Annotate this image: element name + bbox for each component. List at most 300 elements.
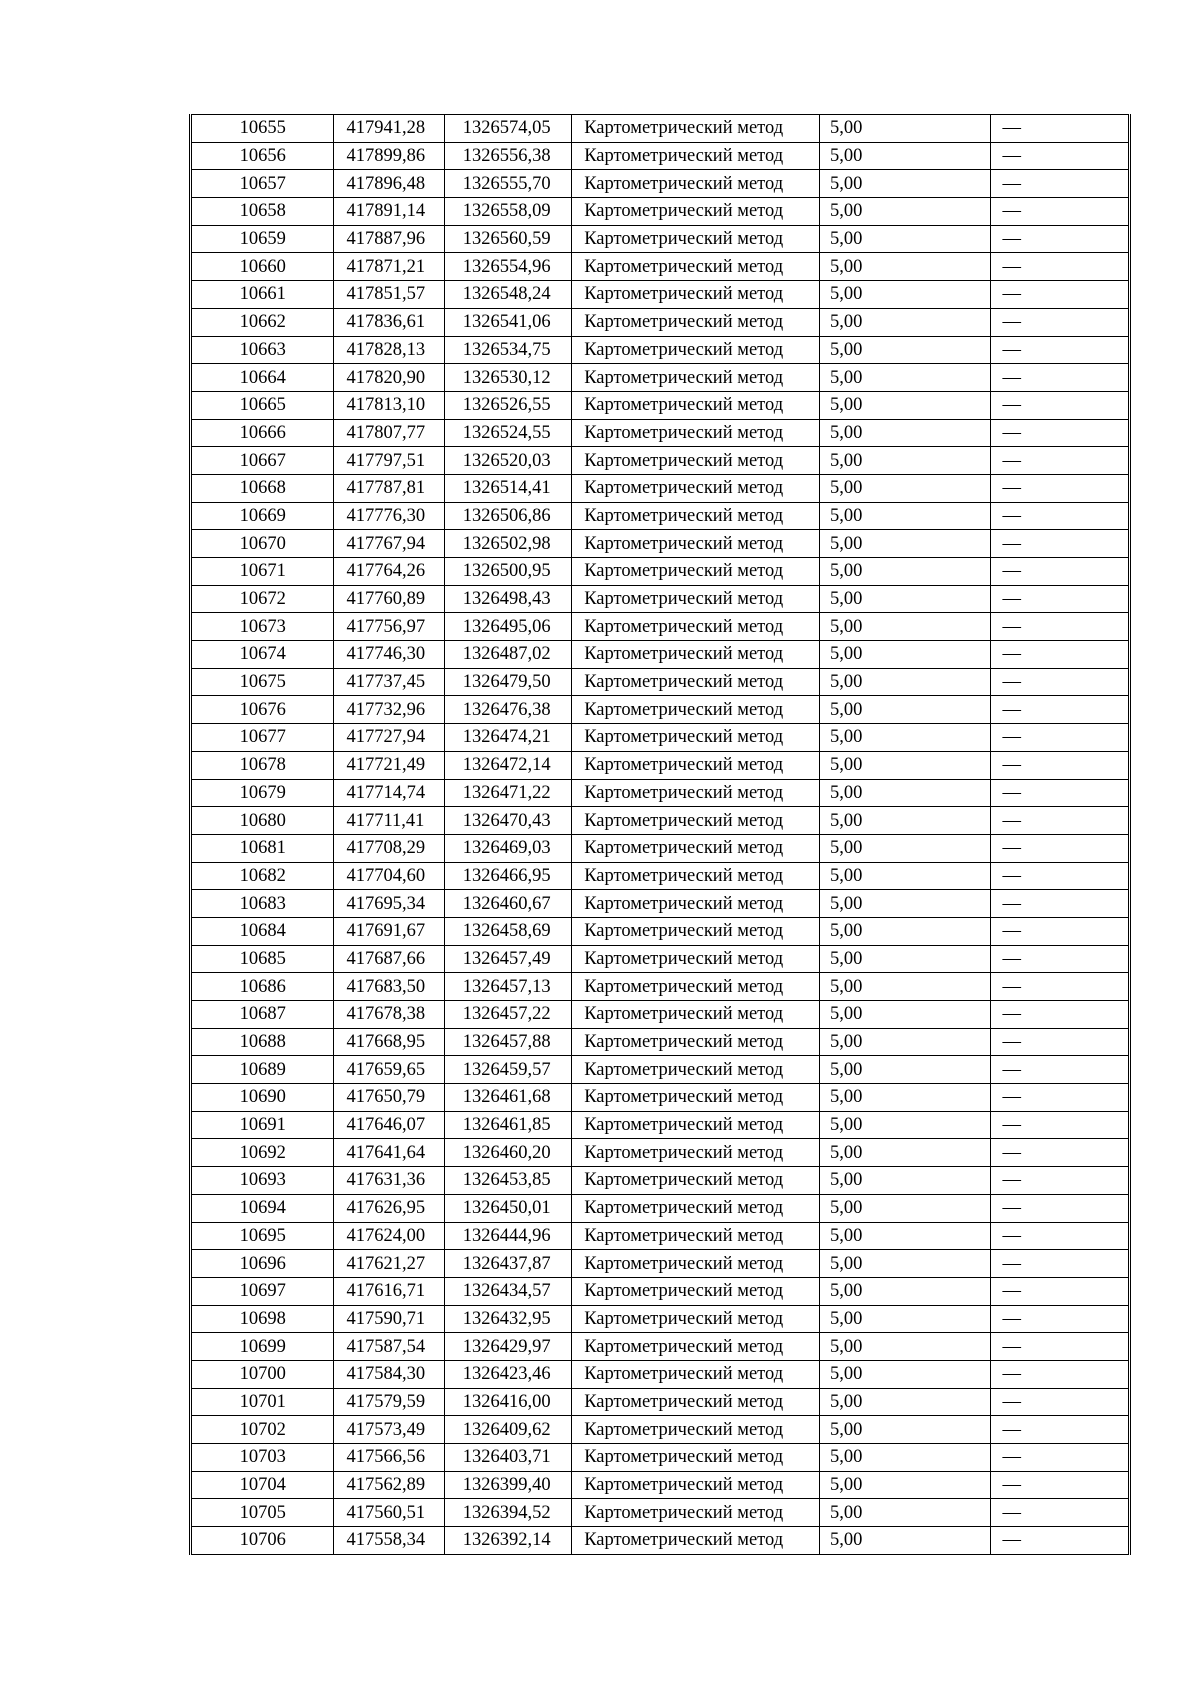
coordinate-x: 417820,90 xyxy=(334,364,444,392)
note-cell: — xyxy=(990,696,1129,724)
table-row xyxy=(191,253,1130,281)
coordinate-x: 417624,00 xyxy=(334,1222,444,1250)
coordinate-y: 1326466,95 xyxy=(444,862,571,890)
point-number: 10680 xyxy=(191,807,334,835)
point-number: 10669 xyxy=(191,502,334,530)
table-row xyxy=(191,115,1130,143)
determination-method: Картометрический метод xyxy=(572,142,820,170)
coordinate-y: 1326548,24 xyxy=(444,281,571,309)
note-cell: — xyxy=(990,1084,1129,1112)
coordinate-x: 417896,48 xyxy=(334,170,444,198)
coordinate-y: 1326534,75 xyxy=(444,336,571,364)
table-row xyxy=(191,945,1130,973)
table-row xyxy=(191,1250,1130,1278)
point-number: 10702 xyxy=(191,1416,334,1444)
accuracy-value: 5,00 xyxy=(819,1250,990,1278)
note-cell: — xyxy=(990,585,1129,613)
coordinate-y: 1326472,14 xyxy=(444,751,571,779)
coordinate-y: 1326514,41 xyxy=(444,474,571,502)
accuracy-value: 5,00 xyxy=(819,1056,990,1084)
determination-method: Картометрический метод xyxy=(572,1444,820,1472)
accuracy-value: 5,00 xyxy=(819,1001,990,1029)
table-row xyxy=(191,641,1130,669)
point-number: 10668 xyxy=(191,474,334,502)
table-row xyxy=(191,1028,1130,1056)
note-cell: — xyxy=(990,1444,1129,1472)
note-cell: — xyxy=(990,1333,1129,1361)
point-number: 10677 xyxy=(191,724,334,752)
note-cell: — xyxy=(990,419,1129,447)
coordinate-y: 1326495,06 xyxy=(444,613,571,641)
point-number: 10686 xyxy=(191,973,334,1001)
coordinate-y: 1326423,46 xyxy=(444,1360,571,1388)
determination-method: Картометрический метод xyxy=(572,1416,820,1444)
coordinate-x: 417891,14 xyxy=(334,198,444,226)
table-row xyxy=(191,696,1130,724)
coordinate-y: 1326471,22 xyxy=(444,779,571,807)
accuracy-value: 5,00 xyxy=(819,1360,990,1388)
determination-method: Картометрический метод xyxy=(572,973,820,1001)
table-row xyxy=(191,1139,1130,1167)
note-cell: — xyxy=(990,530,1129,558)
table-row xyxy=(191,474,1130,502)
accuracy-value: 5,00 xyxy=(819,945,990,973)
note-cell: — xyxy=(990,668,1129,696)
accuracy-value: 5,00 xyxy=(819,170,990,198)
note-cell: — xyxy=(990,1388,1129,1416)
coordinate-y: 1326530,12 xyxy=(444,364,571,392)
determination-method: Картометрический метод xyxy=(572,225,820,253)
coordinate-x: 417659,65 xyxy=(334,1056,444,1084)
coordinate-x: 417704,60 xyxy=(334,862,444,890)
determination-method: Картометрический метод xyxy=(572,1194,820,1222)
point-number: 10700 xyxy=(191,1360,334,1388)
coordinate-y: 1326470,43 xyxy=(444,807,571,835)
table-row xyxy=(191,1056,1130,1084)
table-row xyxy=(191,281,1130,309)
accuracy-value: 5,00 xyxy=(819,1277,990,1305)
table-row xyxy=(191,585,1130,613)
coordinate-y: 1326498,43 xyxy=(444,585,571,613)
table-row xyxy=(191,364,1130,392)
table-row xyxy=(191,225,1130,253)
table-row xyxy=(191,1194,1130,1222)
determination-method: Картометрический метод xyxy=(572,281,820,309)
point-number: 10670 xyxy=(191,530,334,558)
coordinate-y: 1326459,57 xyxy=(444,1056,571,1084)
determination-method: Картометрический метод xyxy=(572,1056,820,1084)
coordinate-x: 417590,71 xyxy=(334,1305,444,1333)
determination-method: Картометрический метод xyxy=(572,530,820,558)
point-number: 10676 xyxy=(191,696,334,724)
determination-method: Картометрический метод xyxy=(572,1222,820,1250)
table-row xyxy=(191,1111,1130,1139)
point-number: 10705 xyxy=(191,1499,334,1527)
point-number: 10672 xyxy=(191,585,334,613)
accuracy-value: 5,00 xyxy=(819,142,990,170)
determination-method: Картометрический метод xyxy=(572,751,820,779)
accuracy-value: 5,00 xyxy=(819,253,990,281)
note-cell: — xyxy=(990,807,1129,835)
coordinate-y: 1326444,96 xyxy=(444,1222,571,1250)
coordinate-x: 417668,95 xyxy=(334,1028,444,1056)
point-number: 10661 xyxy=(191,281,334,309)
accuracy-value: 5,00 xyxy=(819,530,990,558)
note-cell: — xyxy=(990,1139,1129,1167)
determination-method: Картометрический метод xyxy=(572,890,820,918)
coordinate-x: 417584,30 xyxy=(334,1360,444,1388)
accuracy-value: 5,00 xyxy=(819,724,990,752)
accuracy-value: 5,00 xyxy=(819,502,990,530)
accuracy-value: 5,00 xyxy=(819,973,990,1001)
table-row xyxy=(191,558,1130,586)
coordinate-x: 417587,54 xyxy=(334,1333,444,1361)
table-row xyxy=(191,1167,1130,1195)
coordinate-y: 1326399,40 xyxy=(444,1471,571,1499)
determination-method: Картометрический метод xyxy=(572,1028,820,1056)
note-cell: — xyxy=(990,198,1129,226)
coordinate-y: 1326526,55 xyxy=(444,391,571,419)
table-row xyxy=(191,890,1130,918)
note-cell: — xyxy=(990,641,1129,669)
table-row xyxy=(191,1444,1130,1472)
table-row xyxy=(191,973,1130,1001)
coordinate-y: 1326460,67 xyxy=(444,890,571,918)
coordinate-x: 417678,38 xyxy=(334,1001,444,1029)
coordinate-x: 417691,67 xyxy=(334,917,444,945)
coordinate-y: 1326458,69 xyxy=(444,917,571,945)
point-number: 10675 xyxy=(191,668,334,696)
accuracy-value: 5,00 xyxy=(819,862,990,890)
determination-method: Картометрический метод xyxy=(572,945,820,973)
coordinate-x: 417787,81 xyxy=(334,474,444,502)
table-row xyxy=(191,779,1130,807)
determination-method: Картометрический метод xyxy=(572,779,820,807)
point-number: 10655 xyxy=(191,115,334,143)
coordinate-y: 1326574,05 xyxy=(444,115,571,143)
note-cell: — xyxy=(990,474,1129,502)
accuracy-value: 5,00 xyxy=(819,1139,990,1167)
coordinate-x: 417573,49 xyxy=(334,1416,444,1444)
note-cell: — xyxy=(990,973,1129,1001)
point-number: 10695 xyxy=(191,1222,334,1250)
table-row xyxy=(191,1388,1130,1416)
coordinate-y: 1326502,98 xyxy=(444,530,571,558)
coordinate-x: 417708,29 xyxy=(334,834,444,862)
determination-method: Картометрический метод xyxy=(572,1527,820,1555)
note-cell: — xyxy=(990,170,1129,198)
coordinate-y: 1326457,88 xyxy=(444,1028,571,1056)
note-cell: — xyxy=(990,391,1129,419)
coordinate-x: 417899,86 xyxy=(334,142,444,170)
accuracy-value: 5,00 xyxy=(819,1471,990,1499)
point-number: 10685 xyxy=(191,945,334,973)
accuracy-value: 5,00 xyxy=(819,1527,990,1555)
note-cell: — xyxy=(990,751,1129,779)
coordinate-y: 1326429,97 xyxy=(444,1333,571,1361)
accuracy-value: 5,00 xyxy=(819,668,990,696)
accuracy-value: 5,00 xyxy=(819,1333,990,1361)
coordinate-x: 417562,89 xyxy=(334,1471,444,1499)
note-cell: — xyxy=(990,724,1129,752)
table-row xyxy=(191,391,1130,419)
coordinate-x: 417626,95 xyxy=(334,1194,444,1222)
table-row xyxy=(191,170,1130,198)
determination-method: Картометрический метод xyxy=(572,641,820,669)
coordinate-x: 417732,96 xyxy=(334,696,444,724)
table-row xyxy=(191,613,1130,641)
note-cell: — xyxy=(990,917,1129,945)
coordinate-y: 1326450,01 xyxy=(444,1194,571,1222)
coordinate-x: 417756,97 xyxy=(334,613,444,641)
note-cell: — xyxy=(990,1277,1129,1305)
note-cell: — xyxy=(990,834,1129,862)
coordinate-x: 417560,51 xyxy=(334,1499,444,1527)
point-number: 10682 xyxy=(191,862,334,890)
coordinate-y: 1326461,85 xyxy=(444,1111,571,1139)
accuracy-value: 5,00 xyxy=(819,474,990,502)
point-number: 10671 xyxy=(191,558,334,586)
accuracy-value: 5,00 xyxy=(819,807,990,835)
note-cell: — xyxy=(990,502,1129,530)
table-row xyxy=(191,917,1130,945)
determination-method: Картометрический метод xyxy=(572,336,820,364)
coordinate-y: 1326476,38 xyxy=(444,696,571,724)
determination-method: Картометрический метод xyxy=(572,558,820,586)
coordinate-y: 1326520,03 xyxy=(444,447,571,475)
coordinate-y: 1326432,95 xyxy=(444,1305,571,1333)
coordinate-x: 417558,34 xyxy=(334,1527,444,1555)
determination-method: Картометрический метод xyxy=(572,474,820,502)
accuracy-value: 5,00 xyxy=(819,1305,990,1333)
point-number: 10678 xyxy=(191,751,334,779)
note-cell: — xyxy=(990,1222,1129,1250)
coordinate-x: 417711,41 xyxy=(334,807,444,835)
accuracy-value: 5,00 xyxy=(819,1444,990,1472)
coordinate-x: 417746,30 xyxy=(334,641,444,669)
accuracy-value: 5,00 xyxy=(819,281,990,309)
determination-method: Картометрический метод xyxy=(572,862,820,890)
accuracy-value: 5,00 xyxy=(819,1194,990,1222)
accuracy-value: 5,00 xyxy=(819,1388,990,1416)
table-row xyxy=(191,419,1130,447)
point-number: 10690 xyxy=(191,1084,334,1112)
note-cell: — xyxy=(990,558,1129,586)
note-cell: — xyxy=(990,1167,1129,1195)
table-row xyxy=(191,1471,1130,1499)
table-row xyxy=(191,142,1130,170)
note-cell: — xyxy=(990,890,1129,918)
point-number: 10656 xyxy=(191,142,334,170)
coordinate-y: 1326453,85 xyxy=(444,1167,571,1195)
table-row xyxy=(191,1222,1130,1250)
determination-method: Картометрический метод xyxy=(572,668,820,696)
coordinate-x: 417813,10 xyxy=(334,391,444,419)
coordinate-x: 417621,27 xyxy=(334,1250,444,1278)
point-number: 10687 xyxy=(191,1001,334,1029)
coordinate-x: 417646,07 xyxy=(334,1111,444,1139)
coordinate-x: 417631,36 xyxy=(334,1167,444,1195)
determination-method: Картометрический метод xyxy=(572,724,820,752)
coordinate-y: 1326437,87 xyxy=(444,1250,571,1278)
coordinate-y: 1326457,13 xyxy=(444,973,571,1001)
note-cell: — xyxy=(990,1111,1129,1139)
determination-method: Картометрический метод xyxy=(572,447,820,475)
table-row xyxy=(191,807,1130,835)
point-number: 10683 xyxy=(191,890,334,918)
determination-method: Картометрический метод xyxy=(572,115,820,143)
note-cell: — xyxy=(990,862,1129,890)
coordinate-x: 417807,77 xyxy=(334,419,444,447)
note-cell: — xyxy=(990,1056,1129,1084)
determination-method: Картометрический метод xyxy=(572,1471,820,1499)
accuracy-value: 5,00 xyxy=(819,890,990,918)
coordinate-y: 1326409,62 xyxy=(444,1416,571,1444)
note-cell: — xyxy=(990,945,1129,973)
accuracy-value: 5,00 xyxy=(819,834,990,862)
coordinate-x: 417695,34 xyxy=(334,890,444,918)
accuracy-value: 5,00 xyxy=(819,1222,990,1250)
coordinate-y: 1326524,55 xyxy=(444,419,571,447)
coordinate-x: 417687,66 xyxy=(334,945,444,973)
coordinate-x: 417721,49 xyxy=(334,751,444,779)
accuracy-value: 5,00 xyxy=(819,558,990,586)
note-cell: — xyxy=(990,613,1129,641)
accuracy-value: 5,00 xyxy=(819,641,990,669)
coordinate-x: 417683,50 xyxy=(334,973,444,1001)
note-cell: — xyxy=(990,281,1129,309)
coordinate-y: 1326469,03 xyxy=(444,834,571,862)
note-cell: — xyxy=(990,1001,1129,1029)
table-row xyxy=(191,724,1130,752)
determination-method: Картометрический метод xyxy=(572,834,820,862)
point-number: 10704 xyxy=(191,1471,334,1499)
coordinate-x: 417836,61 xyxy=(334,308,444,336)
point-number: 10658 xyxy=(191,198,334,226)
coordinate-x: 417887,96 xyxy=(334,225,444,253)
note-cell: — xyxy=(990,364,1129,392)
coordinate-x: 417579,59 xyxy=(334,1388,444,1416)
accuracy-value: 5,00 xyxy=(819,308,990,336)
table-row xyxy=(191,668,1130,696)
point-number: 10663 xyxy=(191,336,334,364)
coordinate-y: 1326558,09 xyxy=(444,198,571,226)
point-number: 10673 xyxy=(191,613,334,641)
coordinates-table xyxy=(189,114,1131,1555)
note-cell: — xyxy=(990,225,1129,253)
table-row xyxy=(191,198,1130,226)
point-number: 10696 xyxy=(191,1250,334,1278)
table-row xyxy=(191,1527,1130,1555)
determination-method: Картометрический метод xyxy=(572,917,820,945)
point-number: 10691 xyxy=(191,1111,334,1139)
coordinate-x: 417616,71 xyxy=(334,1277,444,1305)
accuracy-value: 5,00 xyxy=(819,1028,990,1056)
coordinate-y: 1326560,59 xyxy=(444,225,571,253)
coordinate-y: 1326403,71 xyxy=(444,1444,571,1472)
point-number: 10659 xyxy=(191,225,334,253)
coordinate-y: 1326394,52 xyxy=(444,1499,571,1527)
determination-method: Картометрический метод xyxy=(572,1084,820,1112)
point-number: 10697 xyxy=(191,1277,334,1305)
table-row xyxy=(191,862,1130,890)
accuracy-value: 5,00 xyxy=(819,1111,990,1139)
note-cell: — xyxy=(990,1360,1129,1388)
accuracy-value: 5,00 xyxy=(819,1499,990,1527)
accuracy-value: 5,00 xyxy=(819,1416,990,1444)
point-number: 10699 xyxy=(191,1333,334,1361)
accuracy-value: 5,00 xyxy=(819,613,990,641)
coordinate-x: 417776,30 xyxy=(334,502,444,530)
coordinate-x: 417714,74 xyxy=(334,779,444,807)
determination-method: Картометрический метод xyxy=(572,364,820,392)
point-number: 10693 xyxy=(191,1167,334,1195)
table-body xyxy=(191,115,1130,1555)
determination-method: Картометрический метод xyxy=(572,419,820,447)
note-cell: — xyxy=(990,142,1129,170)
determination-method: Картометрический метод xyxy=(572,502,820,530)
point-number: 10703 xyxy=(191,1444,334,1472)
determination-method: Картометрический метод xyxy=(572,1139,820,1167)
note-cell: — xyxy=(990,1471,1129,1499)
determination-method: Картометрический метод xyxy=(572,1001,820,1029)
table-row xyxy=(191,308,1130,336)
table-row xyxy=(191,751,1130,779)
table-row xyxy=(191,336,1130,364)
coordinate-y: 1326556,38 xyxy=(444,142,571,170)
table-row xyxy=(191,447,1130,475)
determination-method: Картометрический метод xyxy=(572,308,820,336)
point-number: 10660 xyxy=(191,253,334,281)
table-row xyxy=(191,1277,1130,1305)
table-row xyxy=(191,1084,1130,1112)
point-number: 10679 xyxy=(191,779,334,807)
table-row xyxy=(191,1416,1130,1444)
coordinate-y: 1326457,22 xyxy=(444,1001,571,1029)
determination-method: Картометрический метод xyxy=(572,1499,820,1527)
table-row xyxy=(191,530,1130,558)
note-cell: — xyxy=(990,253,1129,281)
point-number: 10706 xyxy=(191,1527,334,1555)
coordinate-x: 417797,51 xyxy=(334,447,444,475)
coordinate-y: 1326434,57 xyxy=(444,1277,571,1305)
accuracy-value: 5,00 xyxy=(819,779,990,807)
point-number: 10698 xyxy=(191,1305,334,1333)
determination-method: Картометрический метод xyxy=(572,1388,820,1416)
accuracy-value: 5,00 xyxy=(819,336,990,364)
note-cell: — xyxy=(990,1499,1129,1527)
coordinate-x: 417828,13 xyxy=(334,336,444,364)
note-cell: — xyxy=(990,447,1129,475)
coordinate-x: 417566,56 xyxy=(334,1444,444,1472)
note-cell: — xyxy=(990,1416,1129,1444)
table-row xyxy=(191,502,1130,530)
table-row xyxy=(191,1305,1130,1333)
coordinate-x: 417871,21 xyxy=(334,253,444,281)
note-cell: — xyxy=(990,1305,1129,1333)
note-cell: — xyxy=(990,1194,1129,1222)
determination-method: Картометрический метод xyxy=(572,1305,820,1333)
determination-method: Картометрический метод xyxy=(572,170,820,198)
point-number: 10692 xyxy=(191,1139,334,1167)
note-cell: — xyxy=(990,1250,1129,1278)
coordinate-x: 417650,79 xyxy=(334,1084,444,1112)
accuracy-value: 5,00 xyxy=(819,696,990,724)
determination-method: Картометрический метод xyxy=(572,1111,820,1139)
point-number: 10664 xyxy=(191,364,334,392)
coordinate-y: 1326500,95 xyxy=(444,558,571,586)
point-number: 10684 xyxy=(191,917,334,945)
